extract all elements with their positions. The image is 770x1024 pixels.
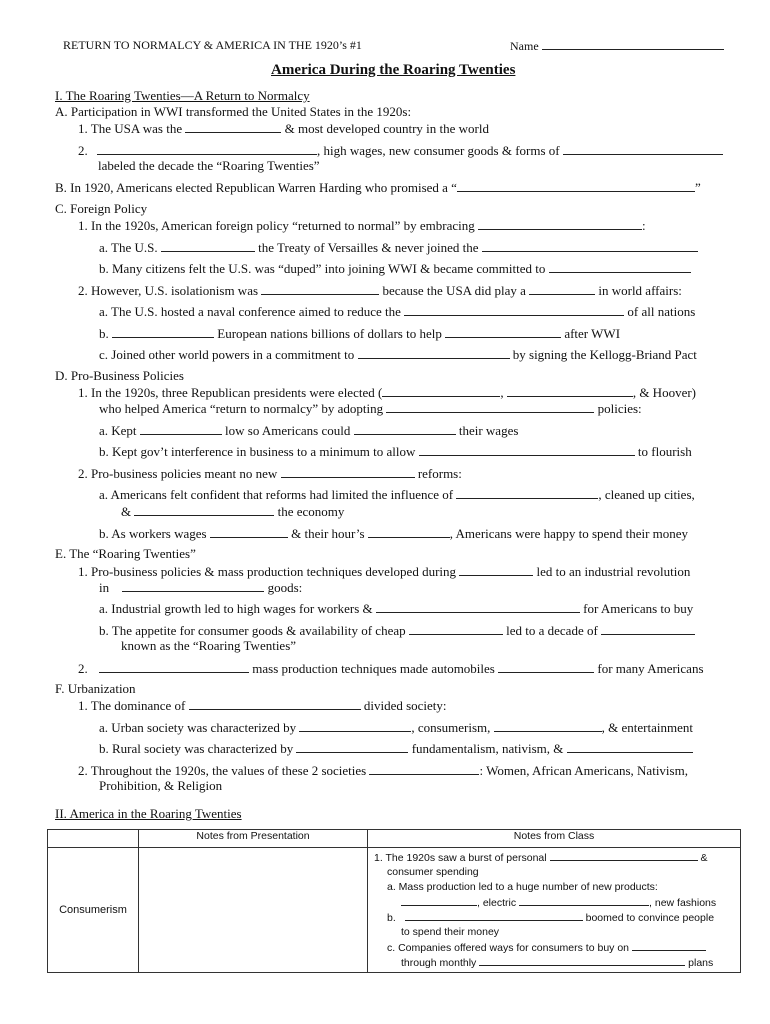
item-a2-num: 2.: [78, 143, 88, 158]
blank[interactable]: [210, 525, 288, 538]
blank[interactable]: [498, 660, 594, 673]
item-f2-post: : Women, African Americans, Nativism,: [479, 763, 688, 778]
item-e1-cont-pre: in: [99, 580, 110, 595]
item-c2a-pre: a. The U.S. hosted a naval conference aimed to reduce the: [99, 304, 401, 319]
blank[interactable]: [445, 325, 561, 338]
blank[interactable]: [189, 697, 361, 710]
blank[interactable]: [409, 622, 503, 635]
note-a-line: a. Mass production led to a huge number of new products:: [387, 881, 658, 893]
item-e1a-line: [99, 600, 693, 617]
blank[interactable]: [140, 422, 222, 435]
col-class-header: Notes from Class: [368, 830, 741, 848]
item-e2-post: for many Americans: [597, 661, 704, 676]
item-a1-line: [78, 120, 489, 137]
item-d1-post: , & Hoover): [632, 385, 696, 400]
name-label: Name: [510, 39, 539, 53]
item-c2a-line: [99, 303, 695, 320]
item-d2a-line: [99, 486, 695, 503]
item-f1-pre: 1. The dominance of: [78, 698, 186, 713]
note-c-cont: [401, 955, 713, 970]
blank[interactable]: [97, 142, 317, 155]
item-e1-pre: 1. Pro-business policies & mass production techniques developed during: [78, 564, 457, 579]
class-notes-cell: [368, 848, 741, 973]
page-title: America During the Roaring Twenties: [271, 62, 516, 78]
item-e1-cont-post: goods:: [267, 580, 303, 595]
blank[interactable]: [134, 503, 274, 516]
note-a-cont-mid: , electric: [477, 897, 517, 909]
item-d2b-pre: b. As workers wages: [99, 526, 207, 541]
item-c2b-line: [99, 325, 620, 342]
item-a1-post: & most developed country in the world: [284, 121, 489, 136]
note-1-cont: consumer spending: [387, 866, 479, 878]
blank[interactable]: [296, 740, 408, 753]
note-b-post: boomed to convince people: [585, 912, 715, 924]
item-c1-line: [78, 217, 646, 234]
item-c1b-line: [99, 260, 691, 277]
item-f1-line: [78, 697, 447, 714]
item-a2-cont: labeled the decade the “Roaring Twenties”: [98, 158, 320, 173]
item-e2-line: [78, 660, 704, 677]
item-d2b-line: [99, 525, 688, 542]
item-d1a-line: [99, 422, 518, 439]
blank[interactable]: [482, 239, 698, 252]
blank[interactable]: [99, 660, 249, 673]
section-1-heading: I. The Roaring Twenties—A Return to Normalcy: [55, 88, 310, 103]
item-d2-line: [78, 465, 462, 482]
item-b-pre: B. In 1920, Americans elected Republican Warren Harding who promised a “: [55, 180, 457, 195]
blank[interactable]: [112, 325, 214, 338]
item-c2c-pre: c. Joined other world powers in a commitment to: [99, 347, 355, 362]
item-c1a-pre: a. The U.S.: [99, 240, 158, 255]
note-a-cont-post: , new fashions: [649, 897, 717, 909]
blank[interactable]: [358, 346, 510, 359]
item-d1b-post: to flourish: [637, 444, 692, 459]
item-e1b-pre: b. The appetite for consumer goods & availability of cheap: [99, 623, 406, 638]
item-e1b-line: [99, 622, 695, 639]
blank[interactable]: [386, 400, 594, 413]
blank[interactable]: [494, 719, 602, 732]
item-c1-post: :: [642, 218, 646, 233]
table-header-row: [48, 830, 741, 848]
item-d2a-pre: a. Americans felt confident that reforms had limited the influence of: [99, 487, 454, 502]
item-f2-pre: 2. Throughout the 1920s, the values of these 2 societies: [78, 763, 367, 778]
blank[interactable]: [456, 486, 598, 499]
item-d2a-cont: [121, 503, 344, 520]
item-c2-post: in world affairs:: [598, 283, 682, 298]
item-a2-line: [78, 142, 723, 159]
blank[interactable]: [601, 622, 695, 635]
item-d1-line: [78, 384, 696, 401]
item-e1b-cont: known as the “Roaring Twenties”: [121, 638, 297, 653]
blank[interactable]: [404, 303, 624, 316]
item-a-text: A. Participation in WWI transformed the United States in the 1920s:: [55, 104, 412, 119]
blank[interactable]: [122, 579, 264, 592]
item-e2-num: 2.: [78, 661, 88, 676]
blank[interactable]: [281, 465, 415, 478]
item-e1a-post: for Americans to buy: [583, 601, 694, 616]
section-2-heading: II. America in the Roaring Twenties: [55, 806, 242, 821]
item-f-heading: F. Urbanization: [55, 681, 136, 696]
item-c1-pre: 1. In the 1920s, American foreign policy “returned to normal” by embracing: [78, 218, 475, 233]
note-b-cont: to spend their money: [401, 926, 500, 938]
blank[interactable]: [369, 762, 479, 775]
blank[interactable]: [459, 563, 533, 576]
item-f1a-mid: , consumerism,: [411, 720, 491, 735]
item-e1a-pre: a. Industrial growth led to high wages for workers &: [99, 601, 373, 616]
course-title: RETURN TO NORMALCY & AMERICA IN THE 1920’s #1: [63, 38, 362, 52]
blank[interactable]: [519, 895, 649, 906]
item-b-post: ”: [694, 180, 701, 195]
blank[interactable]: [354, 422, 456, 435]
item-f2-cont: Prohibition, & Religion: [99, 778, 223, 793]
blank[interactable]: [632, 940, 706, 951]
note-1-post: &: [700, 852, 708, 864]
name-line: [510, 37, 724, 54]
blank[interactable]: [161, 239, 255, 252]
item-d1a-mid: low so Americans could: [225, 423, 351, 438]
blank[interactable]: [405, 910, 583, 921]
item-c2-mid: because the USA did play a: [382, 283, 526, 298]
note-b-pre: b.: [387, 912, 396, 924]
item-e1-line: [78, 563, 690, 580]
item-d1-cont-pre: who helped America “return to normalcy” by adopting: [99, 401, 384, 416]
note-1-pre: 1. The 1920s saw a burst of personal: [374, 852, 547, 864]
item-e1-post: led to an industrial revolution: [536, 564, 691, 579]
blank[interactable]: [567, 740, 693, 753]
row-label-consumerism: Consumerism: [48, 848, 139, 973]
note-c-cont-post: plans: [688, 957, 714, 969]
item-c2b-post: after WWI: [564, 326, 621, 341]
item-d2-pre: 2. Pro-business policies meant no new: [78, 466, 278, 481]
blank[interactable]: [529, 282, 595, 295]
note-1-line: [374, 850, 707, 865]
blank[interactable]: [376, 600, 580, 613]
item-f1b-line: [99, 740, 693, 757]
blank[interactable]: [479, 955, 685, 966]
item-d1-pre: 1. In the 1920s, three Republican presidents were elected (: [78, 385, 383, 400]
note-a-cont: [401, 895, 716, 910]
item-e1-cont: [99, 579, 302, 596]
item-f1b-mid: fundamentalism, nativism, &: [411, 741, 564, 756]
item-c-heading: C. Foreign Policy: [55, 201, 148, 216]
item-d2b-mid: & their hour’s: [291, 526, 365, 541]
item-d1a-pre: a. Kept: [99, 423, 137, 438]
presentation-notes-cell[interactable]: [139, 848, 368, 973]
blank[interactable]: [563, 142, 723, 155]
item-c2c-line: [99, 346, 697, 363]
table-corner: [48, 830, 139, 848]
item-d1a-post: their wages: [458, 423, 519, 438]
item-f1b-pre: b. Rural society was characterized by: [99, 741, 294, 756]
item-d2a-cont-pre: &: [121, 504, 132, 519]
item-c2c-post: by signing the Kellogg-Briand Pact: [512, 347, 697, 362]
item-c1a-line: [99, 239, 698, 256]
item-a2-mid: , high wages, new consumer goods & forms of: [317, 143, 560, 158]
item-d2a-post: , cleaned up cities,: [598, 487, 695, 502]
item-d2b-post: , Americans were happy to spend their money: [449, 526, 689, 541]
item-c1a-mid: the Treaty of Versailles & never joined the: [258, 240, 479, 255]
note-c-cont-pre: through monthly: [401, 957, 477, 969]
item-d-heading: D. Pro-Business Policies: [55, 368, 184, 383]
note-c-line: [387, 940, 706, 955]
item-d1-comma: ,: [500, 385, 504, 400]
item-f1-post: divided society:: [363, 698, 447, 713]
item-f1a-line: [99, 719, 693, 736]
note-c-pre: c. Companies offered ways for consumers to buy on: [387, 942, 630, 954]
name-blank[interactable]: [542, 37, 724, 50]
item-c2b-pre: b.: [99, 326, 109, 341]
blank[interactable]: [261, 282, 379, 295]
item-f1a-post: , & entertainment: [601, 720, 693, 735]
blank[interactable]: [507, 384, 633, 397]
blank[interactable]: [419, 443, 635, 456]
blank[interactable]: [549, 260, 691, 273]
table-row: [48, 848, 741, 973]
item-d1-cont-post: policies:: [597, 401, 642, 416]
item-f2-line: [78, 762, 688, 779]
item-c2-pre: 2. However, U.S. isolationism was: [78, 283, 259, 298]
notes-table: [47, 829, 741, 973]
item-d1b-pre: b. Kept gov’t interference in business to a minimum to allow: [99, 444, 416, 459]
note-b-line: [387, 910, 714, 925]
blank[interactable]: [401, 895, 477, 906]
blank[interactable]: [457, 179, 695, 192]
item-d1b-line: [99, 443, 692, 460]
item-f1a-pre: a. Urban society was characterized by: [99, 720, 297, 735]
item-c2-line: [78, 282, 682, 299]
blank[interactable]: [382, 384, 500, 397]
blank[interactable]: [299, 719, 411, 732]
blank[interactable]: [550, 850, 698, 861]
blank[interactable]: [478, 217, 642, 230]
item-d1-cont: [99, 400, 642, 417]
item-c2b-mid: European nations billions of dollars to help: [217, 326, 442, 341]
item-d2-post: reforms:: [417, 466, 462, 481]
col-presentation-header: Notes from Presentation: [139, 830, 368, 848]
blank[interactable]: [368, 525, 450, 538]
item-c2a-post: of all nations: [627, 304, 696, 319]
item-b-line: [55, 179, 701, 196]
item-a1-pre: 1. The USA was the: [78, 121, 183, 136]
item-e1b-mid: led to a decade of: [506, 623, 598, 638]
blank[interactable]: [185, 120, 281, 133]
item-d2a-cont-post: the economy: [277, 504, 345, 519]
item-e-heading: E. The “Roaring Twenties”: [55, 546, 196, 561]
item-e2-mid: mass production techniques made automobiles: [252, 661, 495, 676]
item-c1b-pre: b. Many citizens felt the U.S. was “duped” into joining WWI & became committed to: [99, 261, 546, 276]
